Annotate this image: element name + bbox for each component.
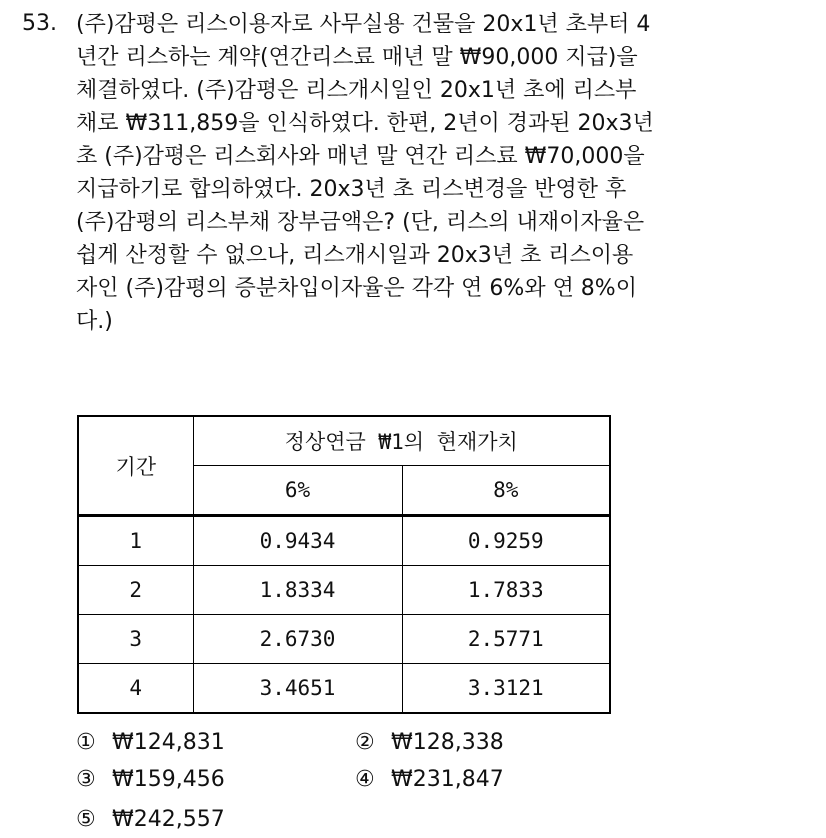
answer-option-3[interactable] xyxy=(76,765,225,795)
present-value-table xyxy=(77,415,611,714)
question-line: (주)감평은 리스이용자로 사무실용 건물을 20x1년 초부터 4 xyxy=(76,12,651,37)
rate-header-8: 8% xyxy=(402,466,610,516)
option-text: ₩128,338 xyxy=(391,730,504,755)
option-text: ₩231,847 xyxy=(391,767,504,792)
table-header-row xyxy=(78,416,610,466)
option-mark: ② xyxy=(355,730,375,755)
annuity-group-header: 정상연금 ₩1의 현재가치 xyxy=(193,416,610,466)
question-line: 체결하였다. (주)감평은 리스개시일인 20x1년 초에 리스부 xyxy=(76,78,637,103)
option-mark: ③ xyxy=(76,767,96,792)
value-6-cell: 3.4651 xyxy=(193,664,402,714)
question-line: 초 (주)감평은 리스회사와 매년 말 연간 리스료 ₩70,000을 xyxy=(76,144,645,169)
table-row xyxy=(78,664,610,714)
period-header: 기간 xyxy=(78,416,193,516)
question-line: 다.) xyxy=(76,309,113,334)
option-mark: ① xyxy=(76,730,96,755)
value-6-cell: 1.8334 xyxy=(193,566,402,615)
option-text: ₩159,456 xyxy=(112,767,225,792)
table-row xyxy=(78,615,610,664)
value-6-cell: 2.6730 xyxy=(193,615,402,664)
option-text: ₩242,557 xyxy=(112,807,225,832)
period-cell: 4 xyxy=(78,664,193,714)
value-8-cell: 1.7833 xyxy=(402,566,610,615)
question-line: 지급하기로 합의하였다. 20x3년 초 리스변경을 반영한 후 xyxy=(76,177,627,202)
answer-option-2[interactable] xyxy=(355,728,504,758)
question-text xyxy=(76,8,796,338)
period-cell: 3 xyxy=(78,615,193,664)
answer-option-1[interactable] xyxy=(76,728,225,758)
option-mark: ④ xyxy=(355,767,375,792)
option-mark: ⑤ xyxy=(76,807,96,832)
table-row xyxy=(78,516,610,566)
question-line: (주)감평의 리스부채 장부금액은? (단, 리스의 내재이자율은 xyxy=(76,210,645,235)
table-row xyxy=(78,566,610,615)
period-cell: 2 xyxy=(78,566,193,615)
question-line: 자인 (주)감평의 증분차입이자율은 각각 연 6%와 연 8%이 xyxy=(76,276,637,301)
question-number: 53. xyxy=(22,11,57,36)
value-8-cell: 0.9259 xyxy=(402,516,610,566)
option-text: ₩124,831 xyxy=(112,730,225,755)
answer-option-4[interactable] xyxy=(355,765,504,795)
question-line: 채로 ₩311,859을 인식하였다. 한편, 2년이 경과된 20x3년 xyxy=(76,111,654,136)
rate-header-6: 6% xyxy=(193,466,402,516)
value-8-cell: 3.3121 xyxy=(402,664,610,714)
question-line: 쉽게 산정할 수 없으나, 리스개시일과 20x3년 초 리스이용 xyxy=(76,243,634,268)
period-cell: 1 xyxy=(78,516,193,566)
answer-option-5[interactable] xyxy=(76,805,225,835)
value-8-cell: 2.5771 xyxy=(402,615,610,664)
question-line: 년간 리스하는 계약(연간리스료 매년 말 ₩90,000 지급)을 xyxy=(76,45,638,70)
value-6-cell: 0.9434 xyxy=(193,516,402,566)
